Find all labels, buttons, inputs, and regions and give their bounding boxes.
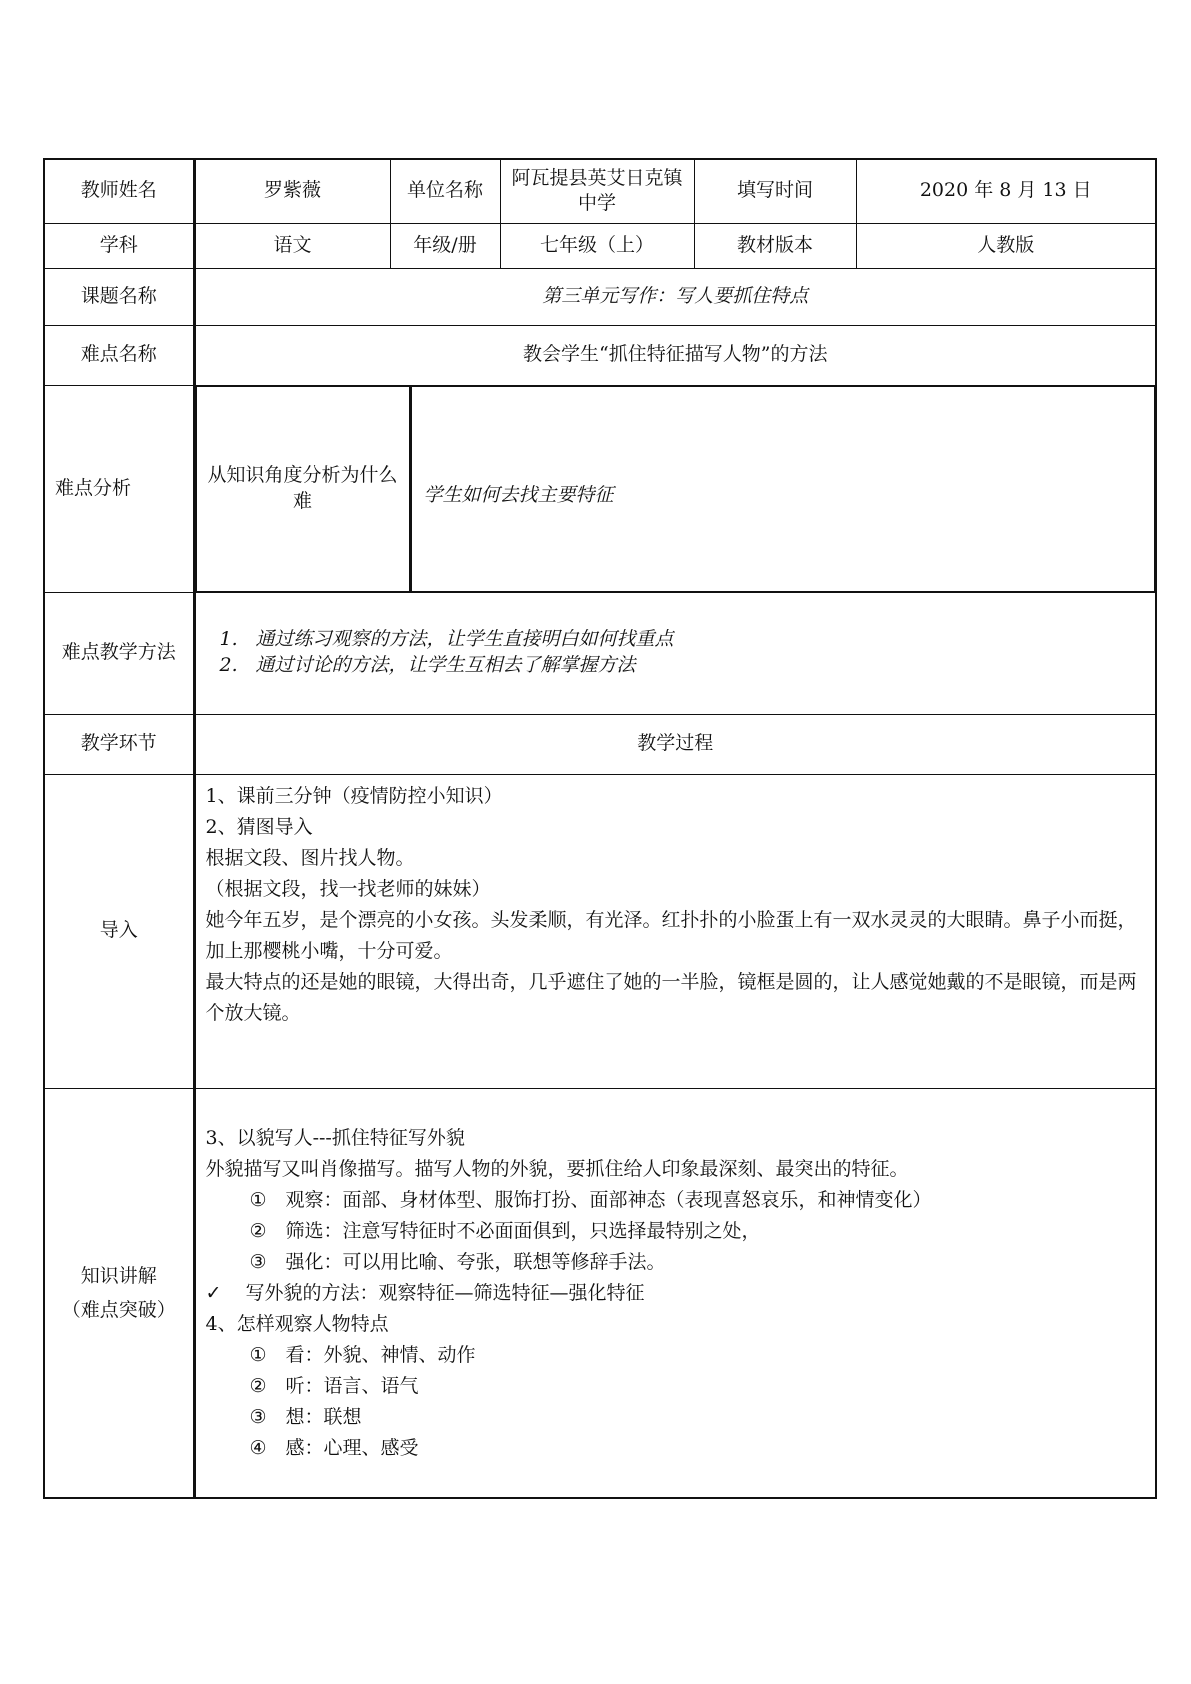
method-item-num: 2. [219,654,238,676]
step-text: 筛选：注意写特征时不必面面俱到，只选择最特别之处， [285,1219,761,1242]
process-header-row [44,714,1156,774]
analysis-inner-table [196,386,1156,592]
step-num: ② [249,1219,267,1242]
method-item [208,653,1144,679]
process-label: 教学环节 [44,714,194,774]
intro-line: （根据文段，找一找老师的妹妹） [205,877,491,900]
step-num: ③ [249,1250,267,1273]
info-row-2 [44,223,1156,268]
analysis-label: 难点分析 [44,385,194,592]
method-label: 难点教学方法 [44,592,194,714]
knowledge-check-line [206,1278,1146,1309]
edition-value: 人教版 [856,223,1156,268]
method-item-num: 1. [219,628,238,651]
analysis-value: 学生如何去找主要特征 [410,386,1155,591]
method-item [208,627,1144,653]
observe-text: 想：联想 [285,1405,362,1428]
knowledge-step [206,1185,1146,1216]
subject-value: 语文 [194,223,390,268]
observe-num: ③ [249,1405,267,1428]
knowledge-label-1: 知识讲解 [80,1264,157,1287]
knowledge-row [44,1088,1156,1498]
edition-label: 教材版本 [694,223,856,268]
grade-value: 七年级（上） [500,223,694,268]
difficulty-label: 难点名称 [44,325,194,385]
observe-item [206,1433,1146,1464]
knowledge-label-2: （难点突破） [61,1298,176,1321]
unit-label: 单位名称 [390,159,500,223]
teacher-name: 罗紫薇 [194,159,390,223]
step-text: 观察：面部、身材体型、服饰打扮、面部神态（表现喜怒哀乐，和神情变化） [285,1188,932,1211]
topic-label: 课题名称 [44,268,194,325]
observe-text: 看：外貌、神情、动作 [285,1343,476,1366]
method-item-text: 通过讨论的方法，让学生互相去了解掌握方法 [255,654,636,676]
analysis-sub-label: 从知识角度分析为什么难 [196,386,410,591]
observe-item [206,1371,1146,1402]
lesson-plan-page [43,158,1155,1499]
intro-label: 导入 [44,774,194,1088]
teacher-label: 教师姓名 [44,159,194,223]
observe-text: 听：语言、语气 [285,1374,419,1397]
knowledge-label [44,1088,194,1498]
observe-num: ① [249,1343,267,1366]
knowledge-step [206,1216,1146,1247]
intro-paragraph: 她今年五岁，是个漂亮的小女孩。头发柔顺，有光泽。红扑扑的小脸蛋上有一双水灵灵的大眼睛。鼻子小而挺，加上那樱桃小嘴，十分可爱。 [205,908,1137,962]
knowledge-intro: 外貌描写又叫肖像描写。描写人物的外貌，要抓住给人印象最深刻、最突出的特征。 [205,1157,909,1180]
topic-value: 第三单元写作：写人要抓住特点 [194,268,1156,325]
knowledge-step [206,1247,1146,1278]
knowledge-content [194,1088,1156,1498]
topic-row [44,268,1156,325]
difficulty-row [44,325,1156,385]
date-value: 2020 年 8 月 13 日 [856,159,1156,223]
observe-text: 感：心理、感受 [285,1436,419,1459]
observe-item [206,1402,1146,1433]
check-icon: ✓ [205,1281,222,1304]
method-item-text: 通过练习观察的方法，让学生直接明白如何找重点 [255,628,674,651]
grade-label: 年级/册 [390,223,500,268]
knowledge-heading-4: 4、怎样观察人物特点 [205,1312,389,1335]
step-text: 强化：可以用比喻、夸张，联想等修辞手法。 [285,1250,666,1273]
subject-label: 学科 [44,223,194,268]
intro-line: 1、课前三分钟（疫情防控小知识） [205,784,503,807]
step-num: ① [249,1188,267,1211]
difficulty-value: 教会学生“抓住特征描写人物”的方法 [194,325,1156,385]
check-text: 写外貌的方法：观察特征—筛选特征—强化特征 [245,1281,645,1304]
analysis-row [44,385,1156,592]
lesson-plan-table [43,158,1157,1499]
intro-line: 2、猜图导入 [205,815,313,838]
date-label: 填写时间 [694,159,856,223]
intro-content [194,774,1156,1088]
observe-num: ② [249,1374,267,1397]
unit-name: 阿瓦提县英艾日克镇中学 [500,159,694,223]
analysis-content [194,385,1156,592]
intro-row [44,774,1156,1088]
info-row-1 [44,159,1156,223]
knowledge-heading-3: 3、以貌写人---抓住特征写外貌 [205,1126,465,1149]
process-value: 教学过程 [194,714,1156,774]
method-content [194,592,1156,714]
intro-paragraph: 最大特点的还是她的眼镜，大得出奇，几乎遮住了她的一半脸，镜框是圆的，让人感觉她戴的不是眼镜，而是两个放大镜。 [205,970,1137,1024]
method-row [44,592,1156,714]
observe-num: ④ [249,1436,267,1459]
intro-line: 根据文段、图片找人物。 [205,846,415,869]
observe-item [206,1340,1146,1371]
